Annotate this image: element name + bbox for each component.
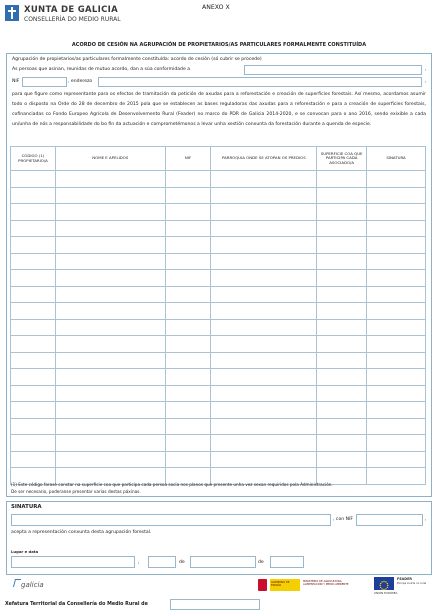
owner-code-cell[interactable] [11,336,56,353]
surface-cell[interactable] [317,253,367,270]
parish-cell[interactable] [211,418,317,435]
col-name: NOME E APELIDOS [55,147,165,171]
feader-slogan: Europa invirte no rural [397,581,427,585]
name-cell[interactable] [55,171,165,188]
table-row [11,171,426,188]
place-date-label: Lugar e data [11,549,39,554]
footnote-2: De ser necesario, poderanse presentar varias destas páxinas. [11,489,141,494]
table-row [11,303,426,320]
name-cell[interactable] [55,402,165,419]
signature-cell[interactable] [367,303,426,320]
surface-cell[interactable] [317,451,367,468]
feader-title: FEADER [397,577,412,581]
members-table [10,146,426,485]
signature-cell[interactable] [367,319,426,336]
name-cell[interactable] [55,237,165,254]
signature-cell[interactable] [367,336,426,353]
owner-code-cell[interactable] [11,418,56,435]
table-row [11,286,426,303]
surface-cell[interactable] [317,286,367,303]
surface-cell[interactable] [317,220,367,237]
signature-cell[interactable] [367,187,426,204]
name-cell[interactable] [55,319,165,336]
signature-title: SINATURA [11,504,42,510]
surface-cell[interactable] [317,418,367,435]
owner-code-cell[interactable] [11,402,56,419]
table-header-row [11,147,426,171]
nif-cell[interactable] [165,253,211,270]
signature-cell[interactable] [367,369,426,386]
year-field[interactable] [270,556,304,568]
nif-cell[interactable] [165,402,211,419]
table-row [11,435,426,452]
signature-cell[interactable] [367,253,426,270]
surface-cell[interactable] [317,204,367,221]
spain-gov-text: GOBIERNO DE ESPAÑA [271,581,290,587]
surface-cell[interactable] [317,171,367,188]
nif-cell[interactable] [165,204,211,221]
nif-cell[interactable] [165,237,211,254]
nif-cell[interactable] [165,286,211,303]
parish-cell[interactable] [211,204,317,221]
table-row [11,187,426,204]
name-cell[interactable] [55,303,165,320]
col-owner-code: CÓDIGO (1) PROPIETARIO/A [11,147,56,171]
parish-cell[interactable] [211,319,317,336]
eu-flag-icon [374,577,394,590]
parish-cell[interactable] [211,253,317,270]
representative-nif-field[interactable] [22,77,67,87]
table-row [11,402,426,419]
signature-cell[interactable] [367,418,426,435]
name-cell[interactable] [55,418,165,435]
parish-cell[interactable] [211,237,317,254]
spain-government-logo [258,578,356,593]
signature-cell[interactable] [367,385,426,402]
table-row [11,270,426,287]
representative-address-field[interactable] [98,77,422,87]
galicia-logo [14,579,44,589]
parish-cell[interactable] [211,187,317,204]
name-cell[interactable] [55,336,165,353]
address-label: , enderezo [68,79,93,84]
table-row [11,451,426,468]
group-line: Agrupación de propietarios/as particulares formalmente constituída: acordo de cesión (só cubrir se procede) [12,57,262,62]
owner-code-cell[interactable] [11,451,56,468]
comma-1: , [425,67,427,72]
owner-code-cell[interactable] [11,369,56,386]
signature-cell[interactable] [367,286,426,303]
nif-cell[interactable] [165,451,211,468]
owner-code-cell[interactable] [11,220,56,237]
parish-cell[interactable] [211,303,317,320]
surface-cell[interactable] [317,385,367,402]
parish-cell[interactable] [211,171,317,188]
name-cell[interactable] [55,204,165,221]
nif-cell[interactable] [165,187,211,204]
name-cell[interactable] [55,286,165,303]
surface-cell[interactable] [317,402,367,419]
department-name: CONSELLERÍA DO MEDIO RURAL [24,16,121,23]
col-signature: SINATURA [367,147,426,171]
surface-cell[interactable] [317,369,367,386]
parish-cell[interactable] [211,435,317,452]
page-title: ACORDO DE CESIÓN NA AGRUPACIÓN DE PROPIETARIOS/AS PARTICULARES FORMALMENTE CONSTITUÍDA [71,42,367,48]
table-row [11,418,426,435]
owner-code-cell[interactable] [11,270,56,287]
parish-cell[interactable] [211,451,317,468]
galicia-logo-mark [13,579,21,587]
table-row [11,385,426,402]
owner-code-cell[interactable] [11,385,56,402]
signature-cell[interactable] [367,237,426,254]
parish-cell[interactable] [211,286,317,303]
name-cell[interactable] [55,220,165,237]
owner-code-cell[interactable] [11,319,56,336]
nif-cell[interactable] [165,171,211,188]
owner-code-cell[interactable] [11,303,56,320]
table-row [11,220,426,237]
owner-code-cell[interactable] [11,204,56,221]
month-field[interactable] [190,556,256,568]
representative-name-field[interactable] [244,65,422,75]
signatory-name-field[interactable] [11,514,331,526]
table-row [11,253,426,270]
nif-cell[interactable] [165,336,211,353]
signature-cell[interactable] [367,451,426,468]
annex-label: ANEXO X [202,4,230,11]
name-cell[interactable] [55,369,165,386]
signatory-nif-field[interactable] [356,514,423,526]
table-row [11,369,426,386]
signature-cell[interactable] [367,468,426,485]
xunta-cross-icon [5,5,19,21]
nif-cell[interactable] [165,385,211,402]
day-field[interactable] [148,556,176,568]
owner-code-cell[interactable] [11,237,56,254]
eu-feader-logo [374,576,432,596]
accept-text: acepta a representación conxunta desta agrupación forestal. [11,530,152,535]
table-body [11,171,426,485]
signature-cell[interactable] [367,352,426,369]
table-row [11,319,426,336]
parish-cell[interactable] [211,402,317,419]
name-cell[interactable] [55,451,165,468]
signature-cell[interactable] [367,435,426,452]
signature-cell[interactable] [367,270,426,287]
de-label-1: de [179,560,185,565]
nif-cell[interactable] [165,303,211,320]
xunta-logo-text: XUNTA DE GALICIA [24,5,118,15]
nif-cell[interactable] [165,369,211,386]
ministry-text: MINISTERIO DE AGRICULTURA, ALIMENTACIÓN Y MEDIO AMBIENTE [303,580,349,587]
signature-cell[interactable] [367,171,426,188]
table-row [11,336,426,353]
nif-cell[interactable] [165,220,211,237]
comma-2: , [425,79,427,84]
comma-3: , [425,517,427,522]
table-row [11,204,426,221]
owner-code-cell[interactable] [11,352,56,369]
name-cell[interactable] [55,253,165,270]
signature-cell[interactable] [367,402,426,419]
parish-cell[interactable] [211,369,317,386]
parish-cell[interactable] [211,270,317,287]
parish-cell[interactable] [211,385,317,402]
col-nif: NIF [165,147,211,171]
surface-cell[interactable] [317,336,367,353]
name-cell[interactable] [55,187,165,204]
owner-code-cell[interactable] [11,171,56,188]
addressee-label: Xefatura Territorial da Consellería do Medio Rural de [5,602,148,607]
eu-label: UNIÓN EUROPEA [374,591,398,595]
nif-cell[interactable] [165,352,211,369]
name-cell[interactable] [55,352,165,369]
signature-cell[interactable] [367,220,426,237]
owner-code-cell[interactable] [11,435,56,452]
col-surface: SUPERFICIE COA QUE PARTICIPA CADA ASOCIADO/A [317,147,367,171]
table-row [11,352,426,369]
footnote-1: (1) Este código farase constar na superficie coa que participa cada persoa socia nos planos que presente unha vez sexan requiridos pola Administración. [11,482,333,487]
surface-cell[interactable] [317,237,367,254]
surface-cell[interactable] [317,187,367,204]
nif-cell[interactable] [165,435,211,452]
nif-cell[interactable] [165,270,211,287]
agreement-paragraph: para que figure como representante para os efectos de tramitación da petición de axudas para a reforestación e creación de superficies forestais. Así mesmo, acordamos asumir todo o disposto na Orde do 28 de decembro de 2015 pola que se establecen as bases reguladoras das axudas para a reforestación e para a creación de superficies forestais, cofinanciadas co Fondo Europeo Agrícola de Desenvolvemento Rural (Feader) no marco do PDR de Galicia 2014-2020, e se convocan para o ano 2016, sendo exixible a cada un/unha de nós a responsabilidade do bo fin da actuación e comprometémonos a levar unha xestión conxunta da forestación durante a quenda de especie. [12,92,426,127]
nif-label: NIF [12,79,20,84]
parish-cell[interactable] [211,220,317,237]
table-row [11,237,426,254]
comma-4: , [138,560,140,565]
with-nif-label: , con NIF [333,517,354,522]
parish-cell[interactable] [211,352,317,369]
de-label-2: de [258,560,264,565]
surface-cell[interactable] [317,270,367,287]
place-field[interactable] [11,556,135,568]
surface-cell[interactable] [317,319,367,336]
spain-coat-of-arms-icon [258,579,267,591]
surface-cell[interactable] [317,303,367,320]
owner-code-cell[interactable] [11,253,56,270]
nif-cell[interactable] [165,418,211,435]
name-cell[interactable] [55,435,165,452]
signature-cell[interactable] [367,204,426,221]
surface-cell[interactable] [317,435,367,452]
owner-code-cell[interactable] [11,187,56,204]
parish-cell[interactable] [211,336,317,353]
name-cell[interactable] [55,385,165,402]
agree-line: As persoas que asinan, reunidas de mutuo acordo, dan a súa conformidade a [12,67,191,72]
owner-code-cell[interactable] [11,286,56,303]
col-parish: PARROQUIA ONDE SE ATOPAN OS PREDIOS [211,147,317,171]
territorial-office-field[interactable] [170,599,260,610]
surface-cell[interactable] [317,352,367,369]
name-cell[interactable] [55,270,165,287]
nif-cell[interactable] [165,319,211,336]
galicia-logo-text: galicia [21,581,44,589]
